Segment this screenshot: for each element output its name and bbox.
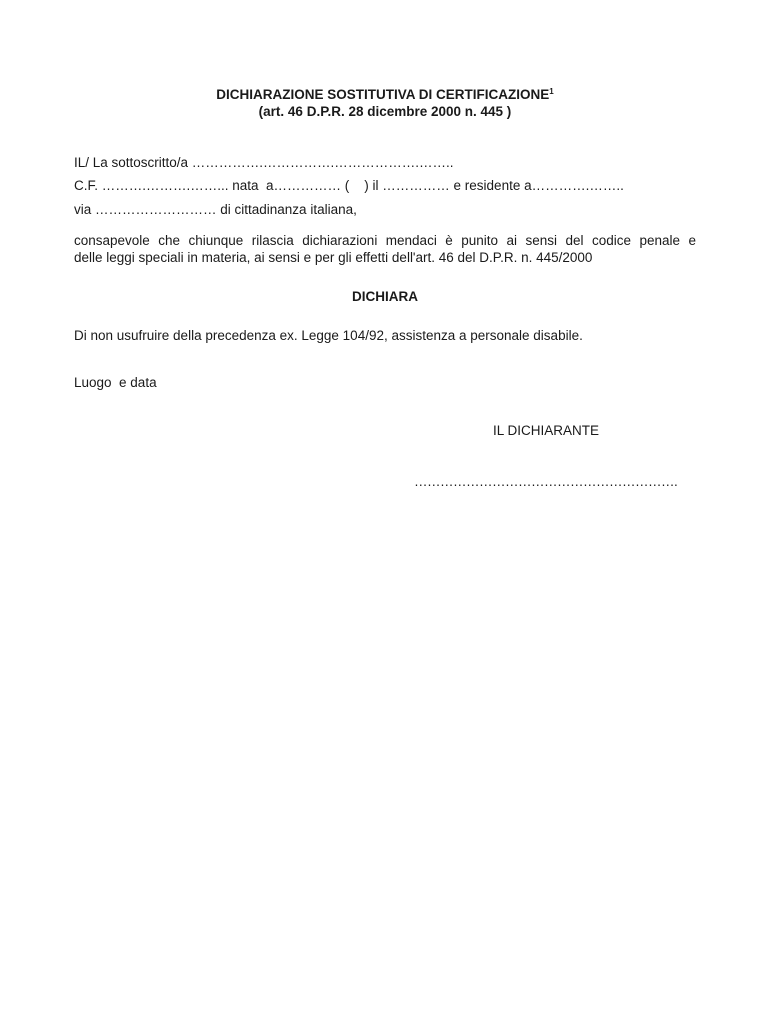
- awareness-paragraph-line-1: consapevole che chiunque rilascia dichiarazioni mendaci è punito ai sensi del codice penale e: [74, 233, 696, 248]
- document-subtitle: (art. 46 D.P.R. 28 dicembre 2000 n. 445 ): [258, 104, 512, 119]
- signature-line: …………………………………………………….: [414, 474, 678, 489]
- awareness-paragraph-line-2: delle leggi speciali in materia, ai sensi e per gli effetti dell'art. 46 del D.P.R. n. 445/2000: [74, 250, 593, 265]
- declares-heading: DICHIARA: [352, 289, 418, 304]
- field-line-tax-code-birth-residence: C.F. ……….……….……... nata a…………… ( ) il …………… e residente a………….……..: [74, 178, 624, 193]
- awareness-paragraph: [74, 232, 696, 266]
- field-line-undersigned: IL/ La sottoscritto/a …………….…………….……………….……..: [74, 155, 454, 170]
- document-title: [0, 86, 770, 103]
- signatory-label: IL DICHIARANTE: [493, 423, 600, 438]
- document-title-text: DICHIARAZIONE SOSTITUTIVA DI CERTIFICAZIONE: [216, 87, 550, 102]
- title-footnote-marker: 1: [549, 87, 554, 96]
- declaration-text: Di non usufruire della precedenza ex. Legge 104/92, assistenza a personale disabile.: [74, 328, 583, 343]
- document-title-block: [0, 86, 770, 120]
- field-line-street-citizenship: via ……………………… di cittadinanza italiana,: [74, 202, 357, 217]
- place-date-label: Luogo e data: [74, 375, 157, 390]
